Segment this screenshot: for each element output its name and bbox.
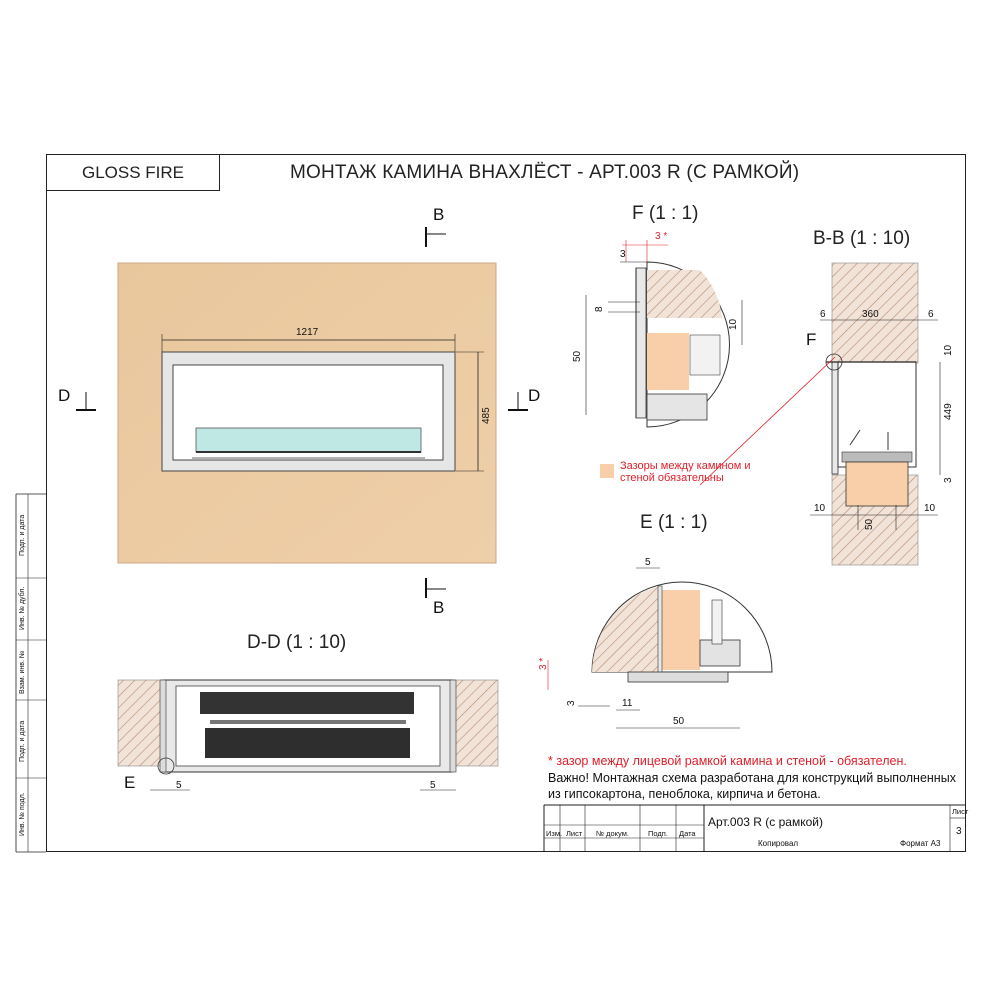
title-block-col-1: Лист <box>566 829 583 838</box>
footer-copied: Копировал <box>758 839 799 848</box>
burner-glass <box>196 428 421 452</box>
bb-dim-bottom-mid: 50 <box>864 518 875 530</box>
dd-dim-left: 5 <box>176 780 182 791</box>
e-dim-gap: 3 * <box>538 657 549 670</box>
title-block-name: Арт.003 R (с рамкой) <box>708 815 823 829</box>
e-dim-top: 5 <box>645 557 651 568</box>
title-block-col-4: Дата <box>679 829 696 838</box>
dd-dim-right: 5 <box>430 780 436 791</box>
detail-f <box>586 240 742 427</box>
legend-swatch <box>600 464 614 478</box>
view-label-bb: B-B (1 : 10) <box>813 228 911 249</box>
bb-dim-bottom-left: 10 <box>814 503 826 514</box>
section-mark-b-bottom: B <box>433 598 445 617</box>
detail-e <box>548 568 772 728</box>
bb-dim-bottom: 3 <box>943 477 954 483</box>
legend-text: Зазоры между камином и стеной обязательны <box>620 460 751 484</box>
front-view <box>76 227 528 598</box>
title-block-col-3: Подп. <box>648 829 668 838</box>
detail-mark-f: F <box>806 330 817 349</box>
view-label-e: E (1 : 1) <box>640 512 708 533</box>
detail-mark-e: E <box>124 773 136 792</box>
title-block-col-0: Изм. <box>546 829 563 838</box>
sidebar-label-1: Инв. № дубл. <box>19 586 26 630</box>
bb-dim-right: 6 <box>928 309 934 320</box>
sidebar-label-3: Подп. и дата <box>19 720 26 762</box>
section-mark-b-top: B <box>433 205 445 224</box>
section-mark-d-left: D <box>58 386 71 405</box>
section-dd <box>118 680 498 790</box>
view-label-dd: D-D (1 : 10) <box>247 632 347 653</box>
f-dim-top: 8 <box>594 306 605 312</box>
gap-warning-note: * зазор между лицевой рамкой камина и стеной - обязателен. <box>548 754 907 768</box>
f-dim-gap: 3 * <box>655 231 668 242</box>
bb-dim-bottom-right: 10 <box>924 503 936 514</box>
footer-format: Формат А3 <box>900 839 941 848</box>
dim-width: 1217 <box>296 327 319 338</box>
sidebar-label-4: Инв. № подл. <box>19 792 26 836</box>
bb-dim-left: 6 <box>820 309 826 320</box>
page-title: МОНТАЖ КАМИНА ВНАХЛЁСТ - АРТ.003 R (С РАМКОЙ) <box>290 162 800 183</box>
f-dim-right: 10 <box>728 318 739 330</box>
e-dim-left: 3 <box>566 700 577 706</box>
brand-box: GLOSS FIRE <box>47 155 220 191</box>
title-block-sheet-number: 3 <box>956 826 962 837</box>
section-mark-d-right: D <box>528 386 541 405</box>
sidebar-label-0: Подп. и дата <box>19 514 26 556</box>
f-dim-height: 50 <box>572 350 583 362</box>
bb-dim-top: 10 <box>943 344 954 356</box>
dim-height: 485 <box>481 407 492 424</box>
bb-dim-height: 449 <box>943 403 954 420</box>
title-block-col-2: № докум. <box>596 829 629 838</box>
title-block-sheet-label: Лист <box>952 807 969 816</box>
view-label-f: F (1 : 1) <box>632 203 699 224</box>
e-dim-inner: 11 <box>622 698 633 709</box>
f-dim-left: 3 <box>620 249 626 260</box>
e-dim-width: 50 <box>673 716 685 727</box>
important-note: Важно! Монтажная схема разработана для конструкций выполненных из гипсокартона, пеноблока, кирпича и бетона. <box>548 771 956 801</box>
sidebar-label-2: Взам. инв. № <box>19 650 26 694</box>
bb-dim-depth: 360 <box>862 309 879 320</box>
